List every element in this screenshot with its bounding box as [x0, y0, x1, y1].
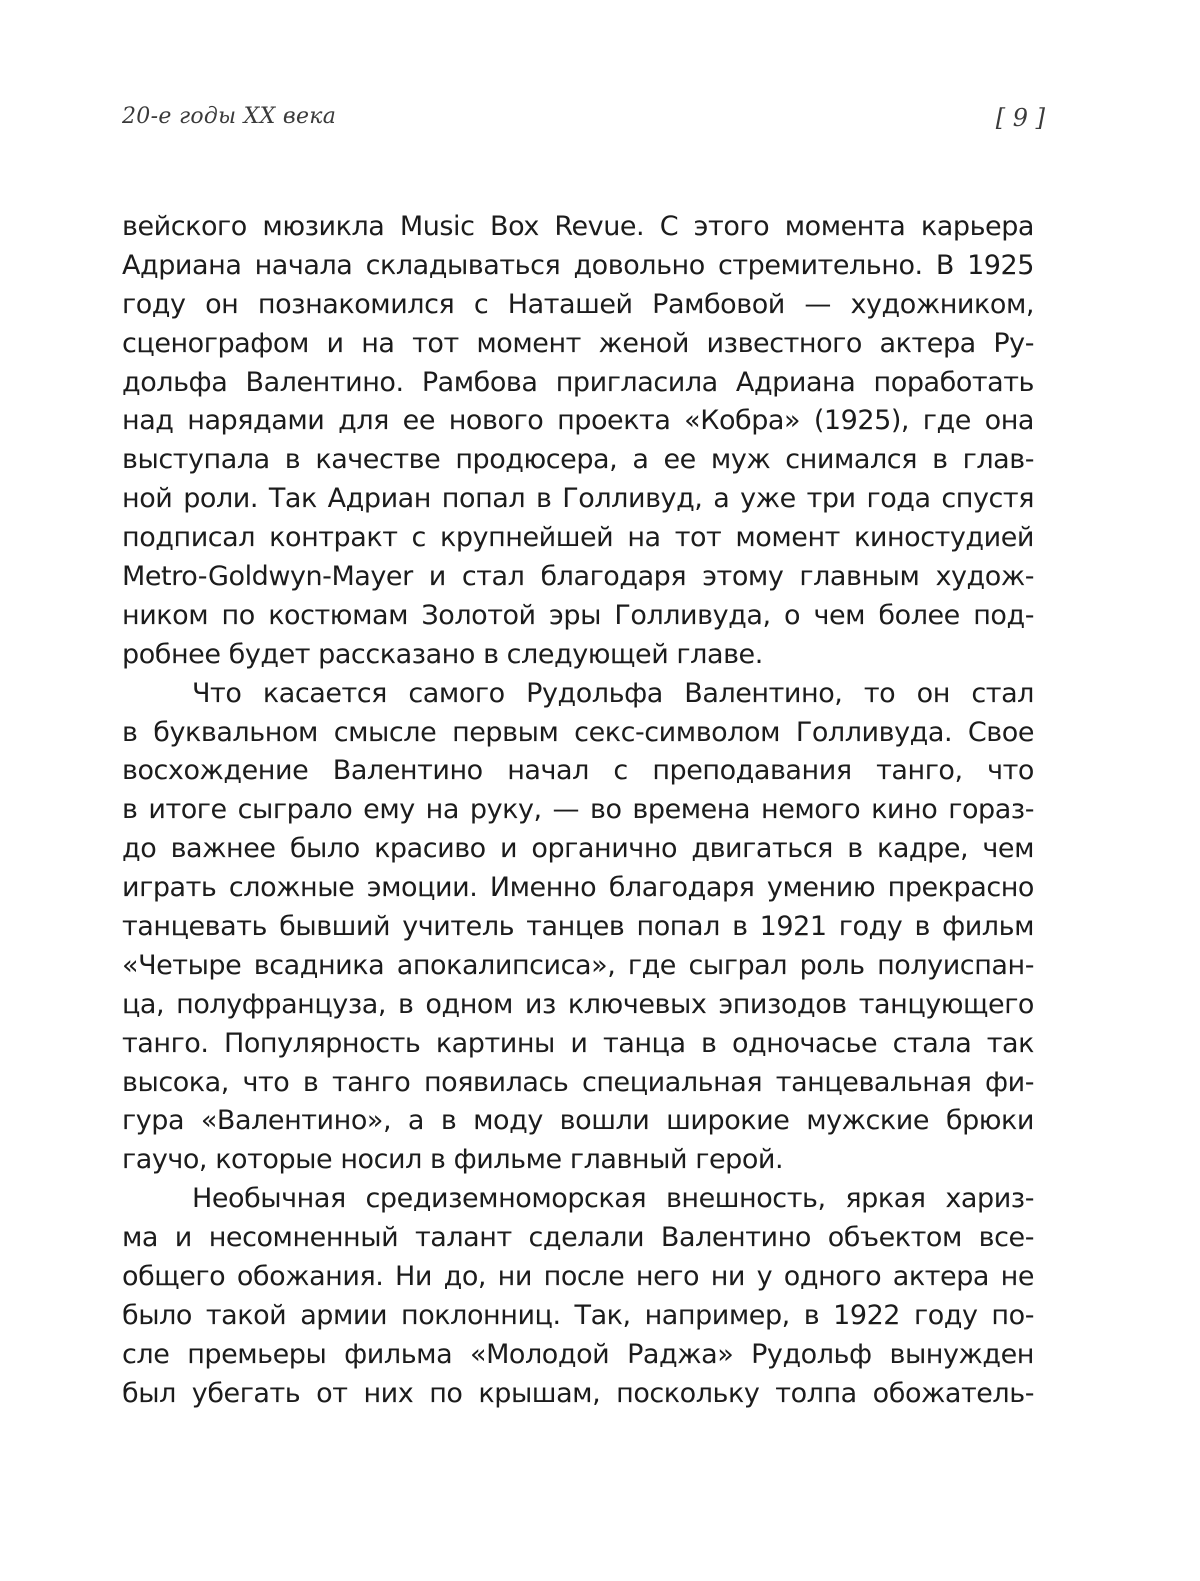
text-line: ца, полуфранцуза, в одном из ключевых эпизодов танцующего: [122, 988, 1034, 1020]
text-line: до важнее было красиво и органично двигаться в кадре, чем: [122, 833, 1034, 865]
paragraph-1: [122, 208, 1034, 675]
text-line: Необычная средиземноморская внешность, яркая хариз-: [192, 1183, 1034, 1215]
text-line: году он познакомился с Наташей Рамбовой — художником,: [122, 288, 1034, 320]
text-line: подписал контракт с крупнейшей на тот момент киностудией: [122, 522, 1034, 554]
text-line: сценографом и на тот момент женой известного актера Ру-: [122, 327, 1034, 359]
text-line: был убегать от них по крышам, поскольку толпа обожатель-: [122, 1377, 1034, 1409]
text-line: Адриана начала складываться довольно стремительно. В 1925: [122, 249, 1034, 281]
text-line: Metro-Goldwyn-Mayer и стал благодаря этому главным худож-: [122, 561, 1034, 593]
body-text: [122, 208, 1034, 1414]
text-line: танцевать бывший учитель танцев попал в 1921 году в фильм: [122, 911, 1034, 943]
text-line: в итоге сыграло ему на руку, — во времена немого кино гораз-: [122, 794, 1034, 826]
text-line: гура «Валентино», а в моду вошли широкие мужские брюки: [122, 1105, 1034, 1137]
text-line: восхождение Валентино начал с преподавания танго, что: [122, 755, 1034, 787]
running-head-title: 20-е годы XX века: [122, 104, 337, 129]
text-line: над нарядами для ее нового проекта «Кобра» (1925), где она: [122, 405, 1034, 437]
text-line: Что касается самого Рудольфа Валентино, то он стал: [192, 677, 1034, 709]
text-line: сле премьеры фильма «Молодой Раджа» Рудольф вынужден: [122, 1338, 1034, 1370]
text-line: робнее будет рассказано в следующей главе.: [122, 638, 763, 670]
text-line: дольфа Валентино. Рамбова пригласила Адриана поработать: [122, 366, 1034, 398]
paragraph-2: [122, 675, 1034, 1181]
text-line: ма и несомненный талант сделали Валентино объектом все-: [122, 1222, 1034, 1254]
paragraph-3: [122, 1180, 1034, 1413]
text-line: в буквальном смысле первым секс-символом Голливуда. Свое: [122, 716, 1034, 748]
text-line: ником по костюмам Золотой эры Голливуда, о чем более под-: [122, 599, 1034, 631]
text-line: танго. Популярность картины и танца в одночасье стала так: [122, 1027, 1034, 1059]
text-line: гаучо, которые носил в фильме главный герой.: [122, 1144, 784, 1176]
text-line: выступала в качестве продюсера, а ее муж снимался в глав-: [122, 444, 1034, 476]
text-line: общего обожания. Ни до, ни после него ни у одного актера не: [122, 1261, 1034, 1293]
text-line: высока, что в танго появилась специальная танцевальная фи-: [122, 1066, 1034, 1098]
text-line: было такой армии поклонниц. Так, например, в 1922 году по-: [122, 1299, 1034, 1331]
text-line: «Четыре всадника апокалипсиса», где сыграл роль полуиспан-: [122, 949, 1034, 981]
text-line: вейского мюзикла Music Box Revue. С этого момента карьера: [122, 211, 1034, 242]
text-line: играть сложные эмоции. Именно благодаря умению прекрасно: [122, 872, 1034, 904]
page-number: [ 9 ]: [995, 104, 1045, 132]
text-line: ной роли. Так Адриан попал в Голливуд, а уже три года спустя: [122, 483, 1034, 515]
